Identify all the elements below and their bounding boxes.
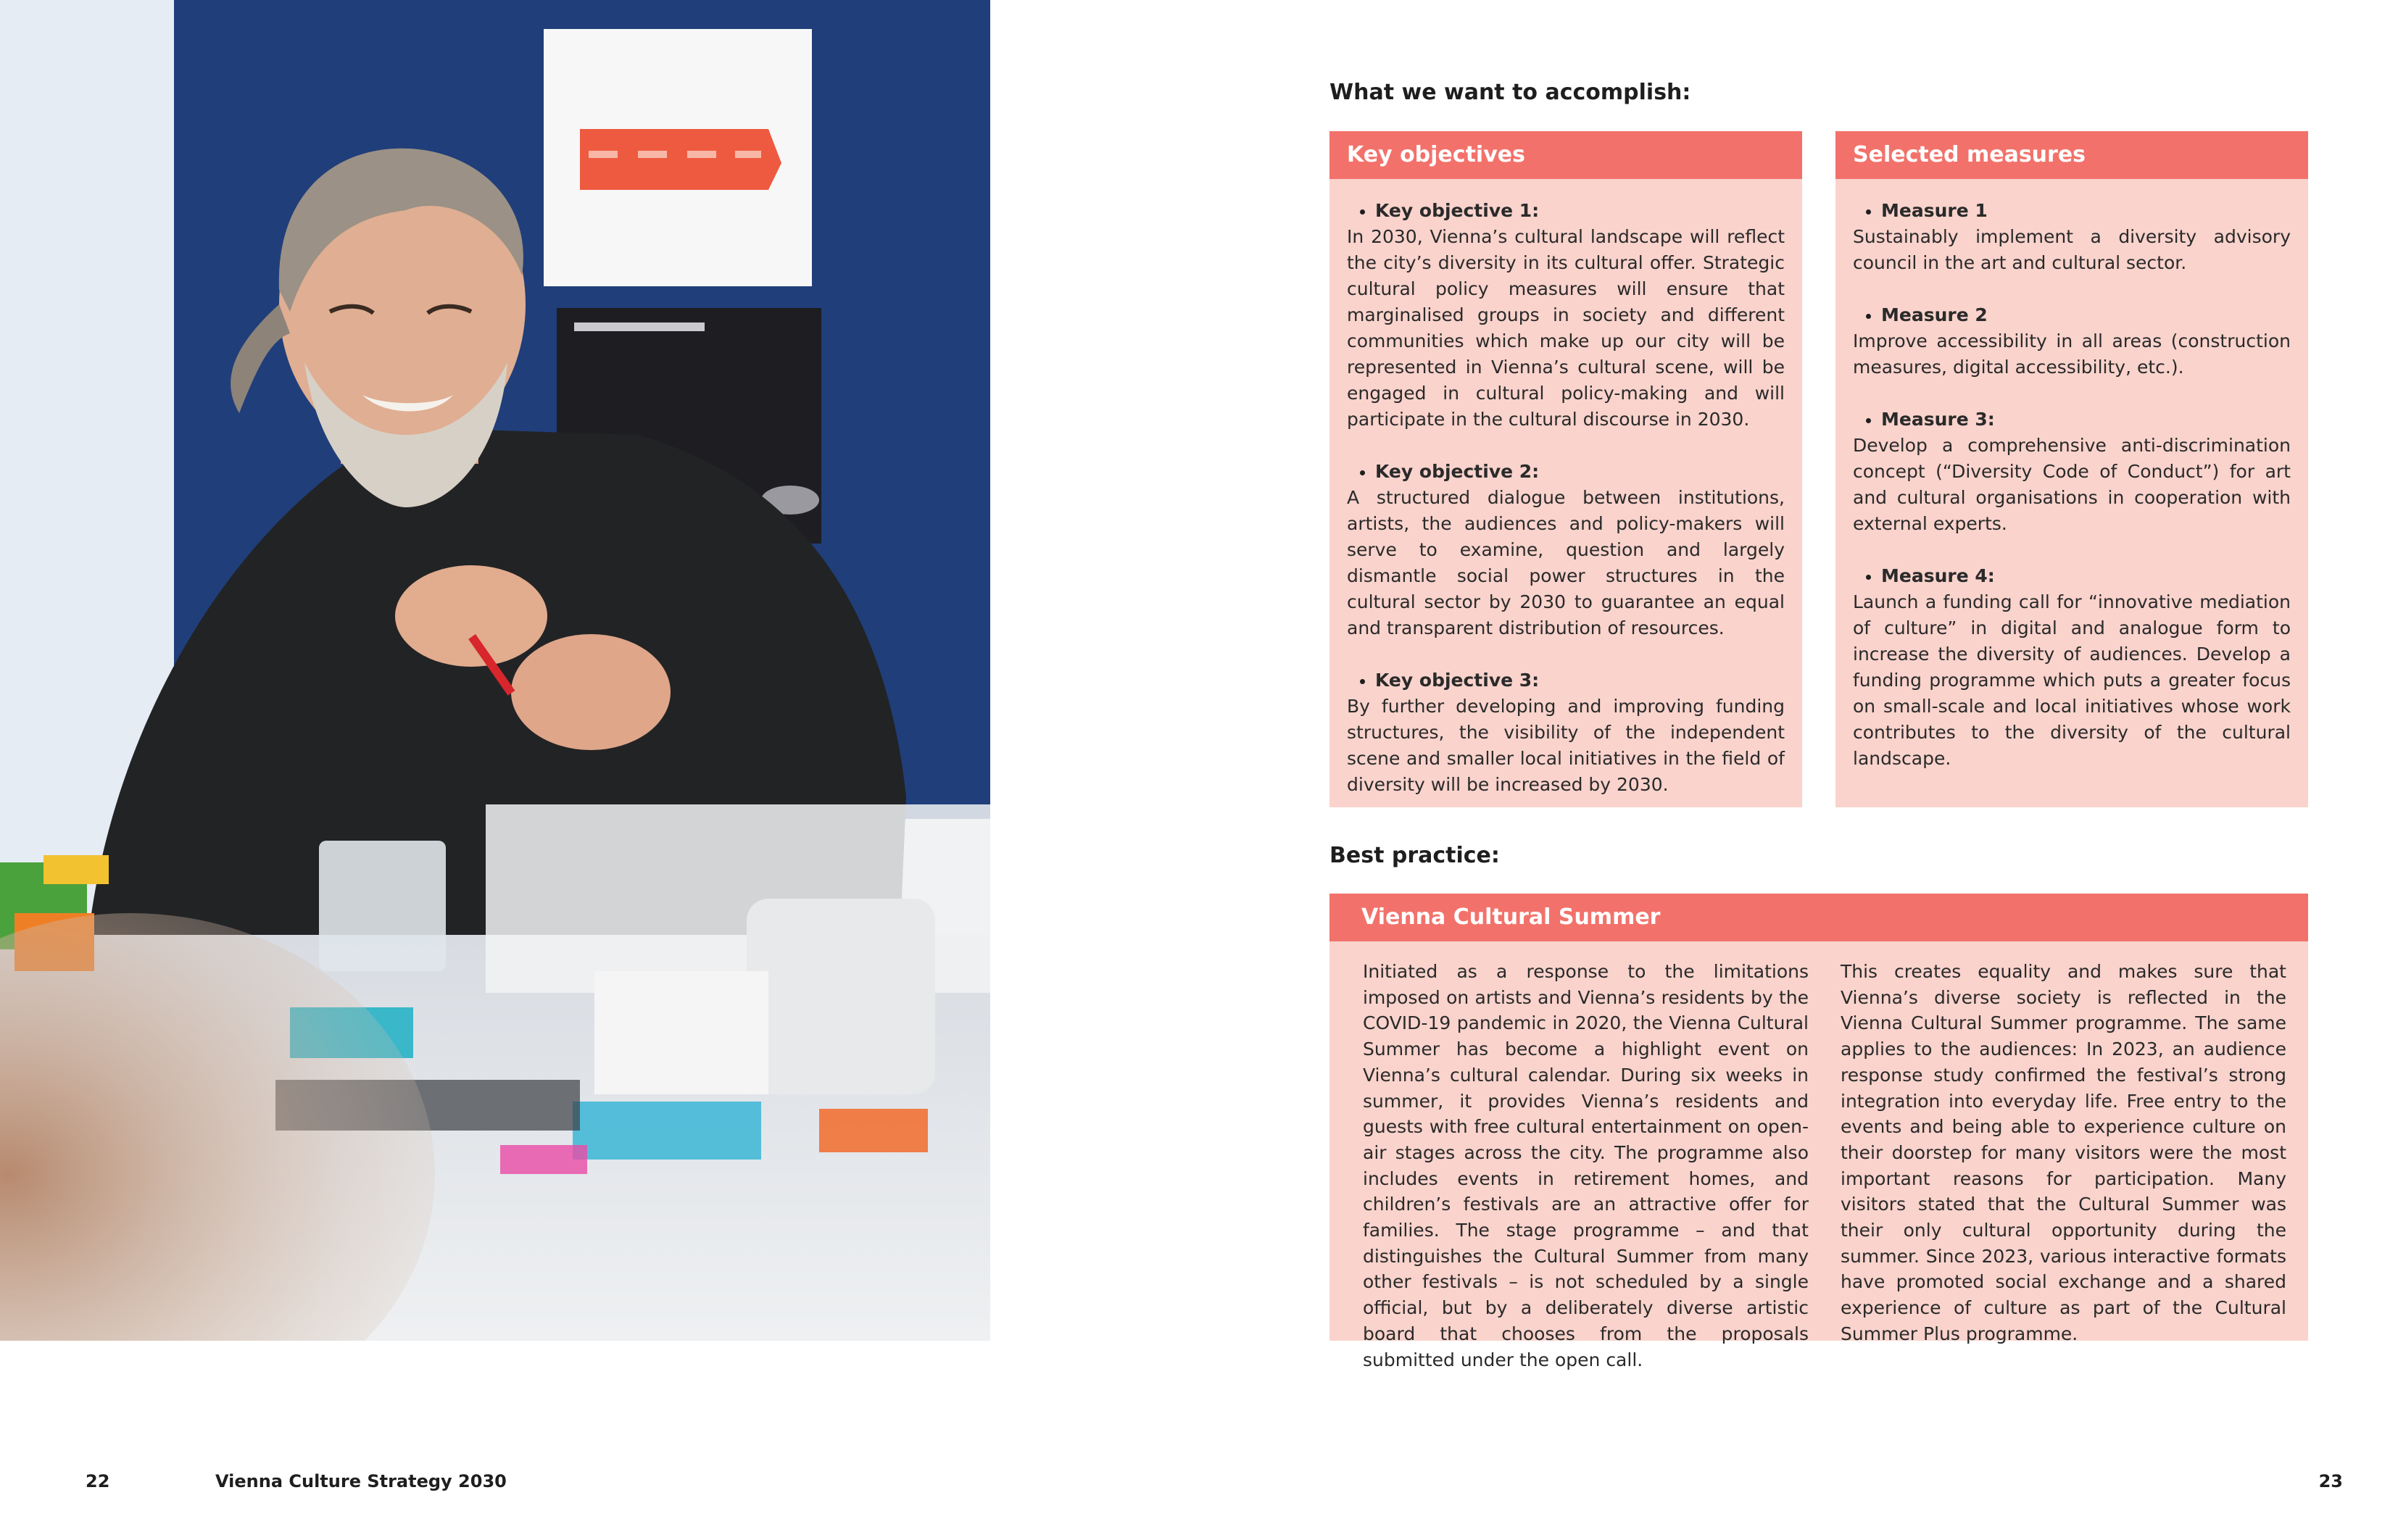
best-practice-box — [1329, 894, 2308, 1370]
selected-measures-header: Selected measures — [1835, 131, 2308, 179]
item-text: Launch a funding call for “innovative mediation of culture” in digital and analogue form to increase the diversity of audiences. Develop a funding programme which puts a greater focus on small-scale and local initiatives whose work contributes to the diversity of the cultural landscape. — [1853, 591, 2291, 769]
item-title: Measure 1 — [1881, 200, 1988, 221]
item-text: Improve accessibility in all areas (construction measures, digital accessibility, etc.). — [1853, 330, 2291, 378]
key-objective-2 — [1347, 459, 1785, 641]
accomplish-heading: What we want to accomplish: — [1329, 80, 1691, 105]
item-title: Key objective 1: — [1375, 200, 1540, 221]
bullet-icon — [1866, 314, 1871, 319]
bullet-icon — [1360, 679, 1365, 684]
key-objectives-list — [1329, 179, 1802, 812]
best-practice-column-1: Initiated as a response to the limitations imposed on artists and Vienna’s residents by the COVID-19 pandemic in 2020, the Vienna Cultural Summer has become a highlight event on Vienna’s cultural calendar. During six weeks in summer, it provides Vienna’s residents and guests with free cultural entertainment on open-air stages across the city. The programme also includes events in retirement homes, and children’s festivals are an attractive offer for families. The stage programme – and that distinguishes the Cultural Summer from many other festivals – is not scheduled by a single official, but by a deliberately diverse artistic board that chooses from the proposals submitted under the open call. — [1363, 961, 1809, 1370]
bullet-icon — [1360, 209, 1365, 215]
item-title: Key objective 3: — [1375, 670, 1540, 691]
left-page-number: 22 — [86, 1471, 110, 1491]
selected-measures-list — [1835, 179, 2308, 786]
item-text: Develop a comprehensive anti-discrimination concept (“Diversity Code of Conduct”) for art and cultural organisations in cooperation with external experts. — [1853, 435, 2291, 534]
item-text: By further developing and improving funding structures, the visibility of the independent scene and smaller local initiatives in the field of diversity will be increased by 2030. — [1347, 696, 1785, 795]
publication-title: Vienna Culture Strategy 2030 — [215, 1471, 507, 1491]
item-text: A structured dialogue between institutions, artists, the audiences and policy-makers will serve to examine, question and largely dismantle social power structures in the cultural sector by 2030 to guarantee an equal and transparent distribution of resources. — [1347, 487, 1785, 638]
bullet-icon — [1360, 470, 1365, 475]
workshop-photo — [0, 0, 990, 1341]
key-objectives-box — [1329, 131, 1802, 807]
item-text: Sustainably implement a diversity advisory council in the art and cultural sector. — [1853, 226, 2291, 273]
item-text: In 2030, Vienna’s cultural landscape will reflect the city’s diversity in its cultural offer. Strategic cultural policy measures will ensure that marginalised groups in society and different communities which make up our city will be represented in Vienna’s cultural scene, will be engaged in cultural policy-making and will participate in the cultural discourse in 2030. — [1347, 226, 1785, 430]
key-objective-3 — [1347, 667, 1785, 798]
measure-4 — [1853, 563, 2291, 772]
best-practice-column-2: This creates equality and makes sure that Vienna’s diverse society is reflected in the Vienna Cultural Summer programme. The same applies to the audiences: In 2023, an audience response study confirmed the festival’s strong integration into everyday life. Free entry to the events and being able to experience culture on their doorstep for many visitors were the most important reasons for participation. Many visitors stated that the Cultural Summer was their only cultural opportunity during the summer. Since 2023, various interactive formats have promoted social exchange and a shared experience of culture as part of the Cultural Summer Plus programme. — [1841, 961, 2286, 1344]
right-page-number: 23 — [2318, 1471, 2343, 1491]
key-objective-1 — [1347, 198, 1785, 433]
best-practice-heading: Best practice: — [1329, 843, 1500, 868]
bullet-icon — [1866, 418, 1871, 423]
best-practice-header: Vienna Cultural Summer — [1329, 894, 2308, 941]
item-title: Measure 2 — [1881, 304, 1988, 325]
measure-1 — [1853, 198, 2291, 276]
item-title: Measure 4: — [1881, 565, 1995, 586]
item-title: Measure 3: — [1881, 409, 1995, 430]
item-title: Key objective 2: — [1375, 461, 1540, 482]
key-objectives-header: Key objectives — [1329, 131, 1802, 179]
selected-measures-box — [1835, 131, 2308, 807]
bullet-icon — [1866, 575, 1871, 580]
measure-2 — [1853, 302, 2291, 380]
measure-3 — [1853, 407, 2291, 537]
best-practice-text — [1329, 941, 2308, 1387]
bullet-icon — [1866, 209, 1871, 215]
